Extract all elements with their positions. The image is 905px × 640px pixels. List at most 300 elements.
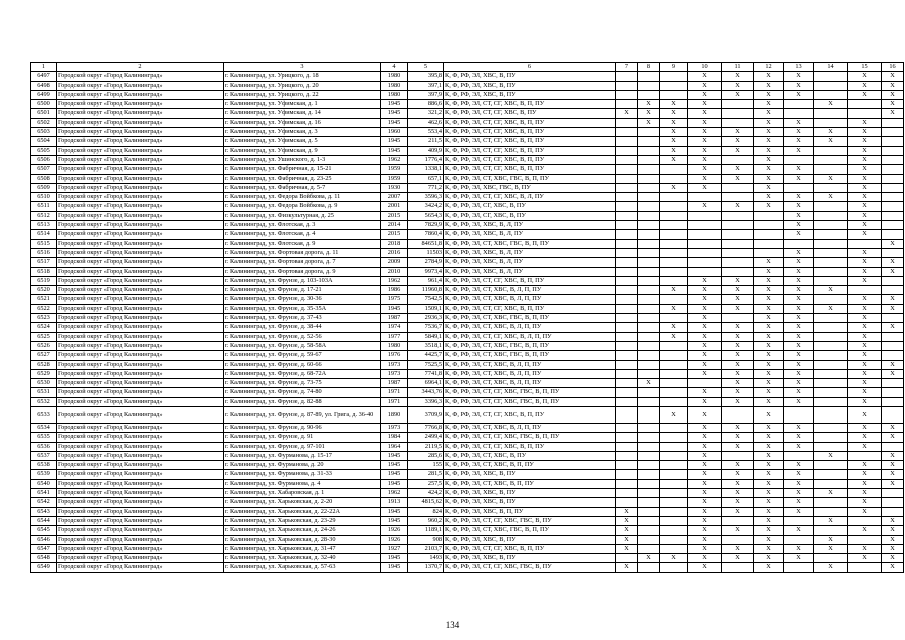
table-row	[31, 489, 904, 498]
mark-cell	[814, 314, 848, 323]
elements-cell: К, Ф, РФ, ЭЛ, СТ, СГ, ХВС, В, П, ПУ	[444, 544, 616, 553]
row-number-cell: 6511	[31, 202, 57, 211]
area-cell: 886,6	[408, 100, 444, 109]
municipality-cell: Городской округ «Город Калининград»	[57, 323, 224, 332]
municipality-cell: Городской округ «Город Калининград»	[57, 507, 224, 516]
row-number-cell: 6533	[31, 406, 57, 423]
mark-cell: X	[688, 526, 722, 535]
mark-cell: X	[848, 90, 882, 99]
mark-cell: X	[882, 423, 904, 432]
mark-cell: X	[722, 165, 754, 174]
mark-cell	[784, 516, 814, 525]
address-cell: г. Калининград, ул. Харьковская, д. 23-29	[224, 516, 381, 525]
mark-cell	[616, 183, 638, 192]
elements-cell: К, Ф, РФ, ЭЛ, СТ, ХВС, В, Л, П, ПУ	[444, 295, 616, 304]
address-cell: г. Калининград, ул. Федора Войбкова, д. 9	[224, 202, 381, 211]
mark-cell: X	[784, 202, 814, 211]
year-built-cell: 1980	[381, 90, 408, 99]
mark-cell	[638, 323, 660, 332]
mark-cell: X	[814, 286, 848, 295]
year-built-cell: 1971	[381, 388, 408, 397]
page-number: 134	[445, 620, 460, 630]
mark-cell: X	[722, 323, 754, 332]
mark-cell: X	[848, 304, 882, 313]
table-body	[31, 72, 904, 572]
municipality-cell: Городской округ «Город Калининград»	[57, 155, 224, 164]
mark-cell: X	[848, 295, 882, 304]
address-cell: г. Калининград, ул. Фрунзе, д. 17-21	[224, 286, 381, 295]
municipality-cell: Городской округ «Город Калининград»	[57, 258, 224, 267]
mark-cell: X	[882, 461, 904, 470]
mark-cell	[638, 137, 660, 146]
mark-cell	[722, 535, 754, 544]
mark-cell	[754, 239, 784, 248]
mark-cell	[616, 332, 638, 341]
mark-cell	[882, 351, 904, 360]
elements-cell: К, Ф, РФ, ЭЛ, СТ, СГ, ХВС, В, П, ПУ	[444, 442, 616, 451]
mark-cell	[722, 314, 754, 323]
column-header: 14	[814, 63, 848, 72]
year-built-cell: 1945	[381, 470, 408, 479]
mark-cell: X	[688, 314, 722, 323]
address-cell: г. Калининград, ул. Харьковская, д. 32-40	[224, 554, 381, 563]
municipality-cell: Городской округ «Город Калининград»	[57, 137, 224, 146]
mark-cell: X	[784, 221, 814, 230]
mark-cell: X	[638, 100, 660, 109]
mark-cell: X	[754, 332, 784, 341]
mark-cell: X	[754, 433, 784, 442]
elements-cell: К, Ф, РФ, ЭЛ, ХВС, В, ПУ	[444, 535, 616, 544]
area-cell: 155	[408, 461, 444, 470]
mark-cell: X	[660, 128, 688, 137]
mark-cell	[814, 211, 848, 220]
mark-cell: X	[722, 544, 754, 553]
mark-cell	[814, 470, 848, 479]
mark-cell	[882, 155, 904, 164]
mark-cell: X	[688, 202, 722, 211]
municipality-cell: Городской округ «Город Калининград»	[57, 304, 224, 313]
mark-cell	[616, 489, 638, 498]
mark-cell: X	[814, 516, 848, 525]
elements-cell: К, Ф, РФ, ЭЛ, СТ, СГ, ХВС, ГВС, В, ПУ	[444, 516, 616, 525]
municipality-cell: Городской округ «Город Калининград»	[57, 526, 224, 535]
row-number-cell: 6527	[31, 351, 57, 360]
mark-cell	[616, 248, 638, 257]
mark-cell: X	[660, 554, 688, 563]
area-cell: 2119,5	[408, 442, 444, 451]
address-cell: г. Калининград, ул. Фортовая дорога, д. 9	[224, 267, 381, 276]
mark-cell: X	[688, 174, 722, 183]
row-number-cell: 6537	[31, 451, 57, 460]
mark-cell: X	[848, 332, 882, 341]
elements-cell: К, Ф, РФ, ЭЛ, ХВС, В, ПУ	[444, 554, 616, 563]
elements-cell: К, Ф, РФ, ЭЛ, ХВС, В, Л, ПУ	[444, 248, 616, 257]
mark-cell	[784, 109, 814, 118]
mark-cell	[814, 423, 848, 432]
year-built-cell: 1945	[381, 479, 408, 488]
mark-cell: X	[688, 351, 722, 360]
mark-cell	[784, 535, 814, 544]
mark-cell: X	[784, 258, 814, 267]
mark-cell: X	[754, 165, 784, 174]
municipality-cell: Городской округ «Город Калининград»	[57, 479, 224, 488]
mark-cell: X	[688, 423, 722, 432]
address-cell: г. Калининград, ул. Фрунзе, д. 91	[224, 433, 381, 442]
municipality-cell: Городской округ «Город Калининград»	[57, 516, 224, 525]
table-row	[31, 314, 904, 323]
municipality-cell: Городской округ «Город Калининград»	[57, 81, 224, 90]
area-cell: 961,4	[408, 276, 444, 285]
elements-cell: К, Ф, РФ, ЭЛ, СТ, СГ, ХВС, В, ПУ	[444, 109, 616, 118]
mark-cell	[660, 248, 688, 257]
mark-cell: X	[688, 128, 722, 137]
year-built-cell: 1974	[381, 323, 408, 332]
area-cell: 4815,62	[408, 498, 444, 507]
area-cell: 1189,1	[408, 526, 444, 535]
mark-cell	[722, 516, 754, 525]
address-cell: г. Калининград, ул. Фрунзе, д. 58-58А	[224, 341, 381, 350]
mark-cell	[814, 72, 848, 81]
table-row	[31, 202, 904, 211]
area-cell: 824	[408, 507, 444, 516]
area-cell: 960,2	[408, 516, 444, 525]
elements-cell: К, Ф, РФ, ЭЛ, СТ, ХВС, В, ПУ	[444, 451, 616, 460]
area-cell: 3596,3	[408, 193, 444, 202]
mark-cell: X	[688, 286, 722, 295]
area-cell: 9973,4	[408, 267, 444, 276]
mark-cell: X	[722, 146, 754, 155]
table-row	[31, 423, 904, 432]
year-built-cell: 1926	[381, 526, 408, 535]
mark-cell: X	[688, 498, 722, 507]
mark-cell	[616, 267, 638, 276]
mark-cell	[688, 248, 722, 257]
mark-cell	[882, 183, 904, 192]
mark-cell	[660, 221, 688, 230]
mark-cell: X	[814, 489, 848, 498]
table-row	[31, 516, 904, 525]
address-cell: г. Калининград, ул. Фрунзе, д. 68-72А	[224, 369, 381, 378]
address-cell: г. Калининград, ул. Физкультурная, д. 25	[224, 211, 381, 220]
mark-cell	[616, 286, 638, 295]
mark-cell	[616, 498, 638, 507]
mark-cell: X	[784, 351, 814, 360]
mark-cell: X	[660, 155, 688, 164]
mark-cell	[660, 239, 688, 248]
mark-cell: X	[722, 397, 754, 406]
mark-cell	[814, 388, 848, 397]
mark-cell	[660, 90, 688, 99]
mark-cell	[882, 165, 904, 174]
mark-cell: X	[660, 323, 688, 332]
mark-cell: X	[722, 295, 754, 304]
mark-cell: X	[616, 563, 638, 572]
mark-cell: X	[616, 544, 638, 553]
address-cell: г. Калининград, ул. Фрунзе, д. 87-89, ул. Грига, д. 36-40	[224, 406, 381, 423]
table-row	[31, 388, 904, 397]
mark-cell	[616, 239, 638, 248]
mark-cell: X	[784, 211, 814, 220]
mark-cell	[616, 221, 638, 230]
address-cell: г. Калининград, ул. Уфимская, д. 5	[224, 137, 381, 146]
mark-cell	[754, 230, 784, 239]
mark-cell: X	[722, 137, 754, 146]
municipality-cell: Городской округ «Город Калининград»	[57, 202, 224, 211]
row-number-cell: 6503	[31, 128, 57, 137]
mark-cell	[616, 451, 638, 460]
mark-cell: X	[688, 72, 722, 81]
elements-cell: К, Ф, РФ, ЭЛ, ХВС, ГВС, В, ПУ	[444, 183, 616, 192]
mark-cell: X	[688, 369, 722, 378]
address-cell: г. Калининград, ул. Уфимская, д. 16	[224, 118, 381, 127]
mark-cell: X	[814, 174, 848, 183]
mark-cell	[616, 397, 638, 406]
table-row	[31, 239, 904, 248]
mark-cell: X	[688, 341, 722, 350]
elements-cell: К, Ф, РФ, ЭЛ, СТ, ХВС, В, П, ПУ	[444, 479, 616, 488]
mark-cell: X	[784, 507, 814, 516]
mark-cell: X	[848, 155, 882, 164]
mark-cell	[638, 146, 660, 155]
mark-cell: X	[882, 535, 904, 544]
mark-cell	[616, 100, 638, 109]
mark-cell	[638, 332, 660, 341]
address-cell: г. Калининград, ул. Фурманова, д. 20	[224, 461, 381, 470]
elements-cell: К, Ф, РФ, ЭЛ, СТ, СГ, ХВС, В, П, ПУ	[444, 118, 616, 127]
row-number-cell: 6522	[31, 304, 57, 313]
table-row	[31, 341, 904, 350]
mark-cell: X	[784, 479, 814, 488]
mark-cell	[638, 276, 660, 285]
mark-cell	[616, 369, 638, 378]
mark-cell	[814, 379, 848, 388]
mark-cell	[882, 442, 904, 451]
mark-cell	[660, 451, 688, 460]
row-number-cell: 6528	[31, 360, 57, 369]
mark-cell: X	[784, 554, 814, 563]
area-cell: 1509,1	[408, 304, 444, 313]
address-cell: г. Калининград, ул. Флотская, д. 4	[224, 230, 381, 239]
mark-cell: X	[616, 507, 638, 516]
address-cell: г. Калининград, ул. Фрунзе, д. 90-96	[224, 423, 381, 432]
table-row	[31, 379, 904, 388]
mark-cell	[638, 211, 660, 220]
mark-cell: X	[722, 332, 754, 341]
mark-cell: X	[616, 109, 638, 118]
mark-cell	[638, 155, 660, 164]
address-cell: г. Калининград, ул. Фрунзе, д. 38-44	[224, 323, 381, 332]
mark-cell	[616, 155, 638, 164]
mark-cell: X	[754, 90, 784, 99]
mark-cell	[616, 388, 638, 397]
address-cell: г. Калининград, ул. Харьковская, д. 22-22А	[224, 507, 381, 516]
municipality-cell: Городской округ «Город Калининград»	[57, 118, 224, 127]
mark-cell: X	[882, 239, 904, 248]
year-built-cell: 1945	[381, 461, 408, 470]
mark-cell: X	[882, 369, 904, 378]
mark-cell: X	[882, 100, 904, 109]
mark-cell	[814, 221, 848, 230]
mark-cell: X	[784, 369, 814, 378]
mark-cell: X	[754, 470, 784, 479]
mark-cell: X	[688, 544, 722, 553]
row-number-cell: 6541	[31, 489, 57, 498]
mark-cell: X	[848, 442, 882, 451]
mark-cell	[882, 379, 904, 388]
mark-cell: X	[660, 109, 688, 118]
elements-cell: К, Ф, РФ, ЭЛ, СТ, ХВС, ГВС, В, П, ПУ	[444, 174, 616, 183]
row-number-cell: 6520	[31, 286, 57, 295]
municipality-cell: Городской округ «Город Калининград»	[57, 146, 224, 155]
table-row	[31, 470, 904, 479]
mark-cell	[616, 341, 638, 350]
row-number-cell: 6519	[31, 276, 57, 285]
area-cell: 11503	[408, 248, 444, 257]
mark-cell: X	[660, 286, 688, 295]
row-number-cell: 6545	[31, 526, 57, 535]
mark-cell	[688, 211, 722, 220]
address-cell: г. Калининград, ул. Харьковская, д. 57-63	[224, 563, 381, 572]
mark-cell: X	[754, 489, 784, 498]
mark-cell: X	[848, 479, 882, 488]
mark-cell: X	[784, 267, 814, 276]
mark-cell: X	[848, 360, 882, 369]
address-cell: г. Калининград, ул. Хабаровская, д. 1	[224, 489, 381, 498]
area-cell: 5849,1	[408, 332, 444, 341]
mark-cell: X	[754, 388, 784, 397]
mark-cell	[616, 314, 638, 323]
address-cell: г. Калининград, ул. Уфимская, д. 1	[224, 100, 381, 109]
elements-cell: К, Ф, РФ, ЭЛ, СТ, СГ, ХВС, В, П, ПУ	[444, 406, 616, 423]
mark-cell: X	[754, 276, 784, 285]
mark-cell	[882, 498, 904, 507]
row-number-cell: 6502	[31, 118, 57, 127]
year-built-cell: 1959	[381, 165, 408, 174]
mark-cell	[814, 146, 848, 155]
table-row	[31, 155, 904, 164]
address-cell: г. Калининград, ул. Фортовая дорога, д. 11	[224, 248, 381, 257]
mark-cell	[882, 314, 904, 323]
elements-cell: К, Ф, РФ, ЭЛ, СТ, ХВС, ГВС, В, П, ПУ	[444, 341, 616, 350]
address-cell: г. Калининград, ул. Фрунзе, д. 103-103А	[224, 276, 381, 285]
mark-cell: X	[754, 535, 784, 544]
mark-cell	[660, 193, 688, 202]
municipality-cell: Городской округ «Город Калининград»	[57, 554, 224, 563]
address-cell: г. Калининград, ул. Урицкого, д. 18	[224, 72, 381, 81]
mark-cell: X	[722, 90, 754, 99]
area-cell: 908	[408, 535, 444, 544]
mark-cell: X	[784, 498, 814, 507]
municipality-cell: Городской округ «Город Калининград»	[57, 489, 224, 498]
mark-cell	[638, 479, 660, 488]
area-cell: 2499,4	[408, 433, 444, 442]
mark-cell	[638, 388, 660, 397]
mark-cell	[660, 369, 688, 378]
municipality-cell: Городской округ «Город Калининград»	[57, 248, 224, 257]
year-built-cell: 2015	[381, 211, 408, 220]
mark-cell	[616, 461, 638, 470]
mark-cell	[660, 351, 688, 360]
address-cell: г. Калининград, ул. Харьковская, д. 2-20	[224, 498, 381, 507]
mark-cell	[638, 341, 660, 350]
area-cell: 3396,3	[408, 397, 444, 406]
mark-cell: X	[848, 165, 882, 174]
municipality-cell: Городской округ «Город Калининград»	[57, 379, 224, 388]
mark-cell: X	[882, 470, 904, 479]
mark-cell: X	[722, 507, 754, 516]
mark-cell: X	[784, 248, 814, 257]
elements-cell: К, Ф, РФ, ЭЛ, СТ, СГ, ХВС, В, Л, П, ПУ	[444, 332, 616, 341]
mark-cell	[660, 544, 688, 553]
mark-cell: X	[722, 202, 754, 211]
mark-cell: X	[754, 128, 784, 137]
mark-cell	[638, 221, 660, 230]
column-header: 6	[444, 63, 616, 72]
mark-cell: X	[688, 332, 722, 341]
mark-cell	[638, 295, 660, 304]
mark-cell	[722, 267, 754, 276]
area-cell: 657,1	[408, 174, 444, 183]
mark-cell: X	[814, 193, 848, 202]
mark-cell: X	[882, 109, 904, 118]
mark-cell	[722, 118, 754, 127]
table-row	[31, 526, 904, 535]
table-row	[31, 137, 904, 146]
mark-cell	[616, 304, 638, 313]
mark-cell: X	[848, 174, 882, 183]
mark-cell: X	[848, 489, 882, 498]
year-built-cell: 2007	[381, 193, 408, 202]
year-built-cell: 1973	[381, 360, 408, 369]
mark-cell	[638, 489, 660, 498]
mark-cell	[754, 221, 784, 230]
mark-cell: X	[688, 554, 722, 563]
mark-cell	[784, 563, 814, 572]
mark-cell: X	[882, 526, 904, 535]
mark-cell: X	[784, 128, 814, 137]
row-number-cell: 6498	[31, 81, 57, 90]
mark-cell: X	[660, 118, 688, 127]
municipality-cell: Городской округ «Город Калининград»	[57, 442, 224, 451]
mark-cell: X	[688, 507, 722, 516]
mark-cell	[616, 360, 638, 369]
area-cell: 462,6	[408, 118, 444, 127]
year-built-cell: 2010	[381, 267, 408, 276]
column-header: 11	[722, 63, 754, 72]
municipality-cell: Городской округ «Город Калининград»	[57, 72, 224, 81]
mark-cell	[660, 202, 688, 211]
table-row	[31, 146, 904, 155]
mark-cell	[688, 230, 722, 239]
mark-cell	[638, 202, 660, 211]
mark-cell	[784, 239, 814, 248]
mark-cell: X	[848, 267, 882, 276]
mark-cell: X	[660, 146, 688, 155]
area-cell: 7536,7	[408, 323, 444, 332]
mark-cell	[638, 351, 660, 360]
year-built-cell: 1945	[381, 507, 408, 516]
mark-cell	[638, 230, 660, 239]
mark-cell	[638, 304, 660, 313]
mark-cell	[848, 563, 882, 572]
mark-cell: X	[848, 72, 882, 81]
mark-cell: X	[754, 137, 784, 146]
mark-cell: X	[722, 388, 754, 397]
year-built-cell: 2014	[381, 221, 408, 230]
mark-cell	[616, 81, 638, 90]
table-row	[31, 451, 904, 460]
address-cell: г. Калининград, ул. Фортовая дорога, д. 7	[224, 258, 381, 267]
